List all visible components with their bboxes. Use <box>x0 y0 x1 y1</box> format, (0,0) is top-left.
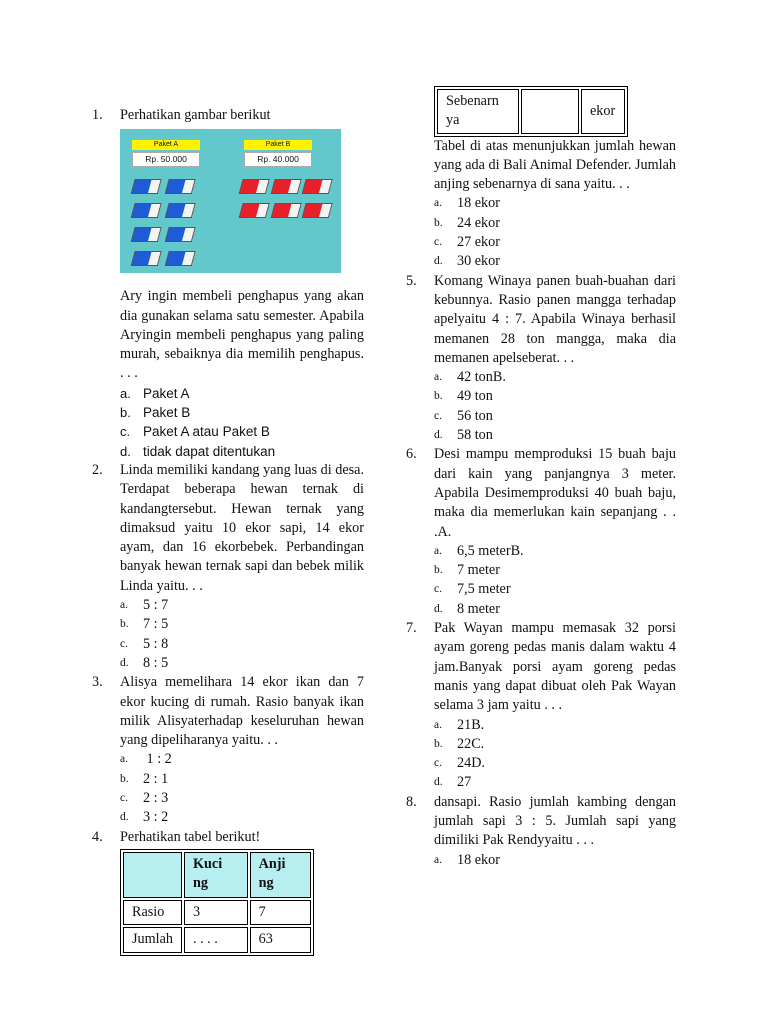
eraser-icon-blue <box>131 227 161 240</box>
options-q7 <box>434 716 676 793</box>
option-c[interactable]: c. 5 : 8 <box>120 635 169 652</box>
options-q3 <box>92 750 364 827</box>
option-b[interactable]: b. 22C. <box>434 735 485 752</box>
option-b[interactable]: b. 2 : 1 <box>120 770 169 787</box>
question-text: Linda memiliki kandang yang luas di desa. Terdapat beberapa hewan ternak di kandangtersebut. Hewan ternak yang dimaksud yaitu 10 ekor sapi, 14 ekor ayam, dan 16 ekorbebek. Perbandingan banyak hewan ternak sapi dan bebek milik Linda yaitu. . . <box>120 461 364 594</box>
eraser-icon-blue <box>165 251 195 264</box>
table-header-cell: Kuci ng <box>184 852 248 898</box>
paket-b-label: Paket B <box>244 140 312 150</box>
question-number: 6. <box>406 446 417 463</box>
table-cell: ekor <box>581 89 625 134</box>
question-text: Komang Winaya panen buah-buahan dari kebunnya. Rasio panen mangga terhadap apelyaitu 4 : 7. Apabila Winaya berhasil memanen 28 ton mangga, maka dia memanen apelseberat. . . <box>434 272 676 366</box>
options-q4 <box>434 194 676 271</box>
option-d[interactable]: d. 30 ekor <box>434 253 500 270</box>
question-1 <box>92 106 364 125</box>
eraser-packages-image <box>120 129 341 273</box>
paket-a-label: Paket A <box>132 140 200 150</box>
option-a[interactable]: a. 18 ekor <box>434 195 500 212</box>
question-2 <box>92 461 364 596</box>
table-cell: 7 <box>250 900 311 925</box>
options-q8 <box>434 851 676 870</box>
option-b[interactable]: b. Paket B <box>120 405 191 421</box>
table-cell: Sebenarn ya <box>437 89 519 134</box>
options-q1 <box>92 384 364 461</box>
table-header-cell: Anji ng <box>250 852 311 898</box>
option-d[interactable]: d. tidak dapat ditentukan <box>120 443 276 459</box>
table-header-row <box>123 852 311 898</box>
options-q5 <box>434 368 676 445</box>
right-column <box>406 86 676 870</box>
eraser-icon-red <box>271 203 301 216</box>
question-8 <box>406 793 676 851</box>
question-number: 8. <box>406 793 417 810</box>
option-c[interactable]: c. 27 ekor <box>434 234 500 251</box>
question-text: Desi mampu memproduksi 15 buah baju dari kain yang panjangnya 3 meter. Apabila Desimemproduksi 40 buah baju, maka dia memerlukan kain sepanjang . . .A. <box>434 446 676 540</box>
question-prompt: Perhatikan tabel berikut! <box>120 828 261 845</box>
question-text: dansapi. Rasio jumlah kambing dengan jumlah sapi 3 : 5. Jumlah sapi yang dimiliki Pak Rendyyaitu . . . <box>434 793 676 849</box>
animals-table-continued <box>434 86 628 137</box>
paket-b-price: Rp. 40.000 <box>244 152 312 167</box>
options-q2 <box>92 596 364 673</box>
eraser-icon-blue <box>165 179 195 192</box>
options-q6 <box>434 542 676 619</box>
question-text: Pak Wayan mampu memasak 32 porsi ayam goreng pedas manis dalam waktu 4 jam.Banyak porsi ayam goreng pedas manis yang dapat dibuat oleh Pak Wayan selama 3 jam yaitu . . . <box>434 620 676 714</box>
question-5 <box>406 272 676 368</box>
question-6 <box>406 445 676 541</box>
option-d[interactable]: d. 8 meter <box>434 600 500 617</box>
eraser-icon-blue <box>165 203 195 216</box>
option-a[interactable]: a. 5 : 7 <box>120 597 169 614</box>
table-cell <box>521 89 579 134</box>
question-number: 3. <box>92 674 103 691</box>
question-4 <box>92 828 364 847</box>
eraser-icon-red <box>302 203 332 216</box>
option-d[interactable]: d. 58 ton <box>434 427 493 444</box>
question-number: 1. <box>92 107 103 123</box>
table-cell: Jumlah <box>123 927 182 952</box>
option-a[interactable]: a. 1 : 2 <box>120 751 172 768</box>
option-a[interactable]: a. 6,5 meterB. <box>434 542 524 559</box>
option-d[interactable]: d. 8 : 5 <box>120 654 169 671</box>
eraser-icon-blue <box>131 251 161 264</box>
eraser-icon-blue <box>131 179 161 192</box>
table-row <box>123 927 311 952</box>
table-cell: 63 <box>250 927 311 952</box>
paket-a-price: Rp. 50.000 <box>132 152 200 167</box>
option-a[interactable]: a. 42 tonB. <box>434 369 506 386</box>
option-c[interactable]: c. 7,5 meter <box>434 581 511 598</box>
option-c[interactable]: c. 24D. <box>434 755 485 772</box>
table-row <box>437 89 625 134</box>
table-cell: 3 <box>184 900 248 925</box>
question-prompt: Perhatikan gambar berikut <box>120 107 271 123</box>
eraser-icon-red <box>239 179 269 192</box>
table-header-cell <box>123 852 182 898</box>
option-c[interactable]: c. 56 ton <box>434 407 493 424</box>
option-c[interactable]: c. 2 : 3 <box>120 790 169 807</box>
eraser-icon-red <box>302 179 332 192</box>
option-b[interactable]: b. 7 : 5 <box>120 616 169 633</box>
question-text: Ary ingin membeli penghapus yang akan dia gunakan selama satu semester. Apabila Aryingin membeli penghapus yang paling murah, sebaiknya dia memilih penghapus. . . . <box>120 288 364 382</box>
question-number: 2. <box>92 461 103 478</box>
option-b[interactable]: b. 49 ton <box>434 388 493 405</box>
option-b[interactable]: b. 7 meter <box>434 562 500 579</box>
option-a[interactable]: a. 21B. <box>434 716 485 733</box>
table-cell: Rasio <box>123 900 182 925</box>
eraser-icon-red <box>271 179 301 192</box>
question-text: Tabel di atas menunjukkan jumlah hewan yang ada di Bali Animal Defender. Jumlah anjing sebenarnya di sana yaitu. . . <box>434 137 676 193</box>
option-d[interactable]: d. 3 : 2 <box>120 809 169 826</box>
question-3 <box>92 673 364 750</box>
option-c[interactable]: c. Paket A atau Paket B <box>120 424 270 440</box>
option-b[interactable]: b. 24 ekor <box>434 214 500 231</box>
table-cell: . . . . <box>184 927 248 952</box>
question-text: Alisya memelihara 14 ekor ikan dan 7 ekor kucing di rumah. Rasio banyak ikan milik Alisyaterhadap keseluruhan hewan yang dipeliharanya yaitu. . . <box>120 674 364 749</box>
question-number: 7. <box>406 620 417 637</box>
question-number: 4. <box>92 828 103 845</box>
option-a[interactable]: a. Paket A <box>120 385 190 401</box>
eraser-icon-red <box>239 203 269 216</box>
animals-table <box>120 849 314 956</box>
question-7 <box>406 619 676 715</box>
left-column <box>92 106 364 956</box>
eraser-icon-blue <box>165 227 195 240</box>
table-row <box>123 900 311 925</box>
option-d[interactable]: d. 27 <box>434 774 472 791</box>
question-number: 5. <box>406 272 417 289</box>
option-a[interactable]: a. 18 ekor <box>434 851 500 868</box>
eraser-icon-blue <box>131 203 161 216</box>
